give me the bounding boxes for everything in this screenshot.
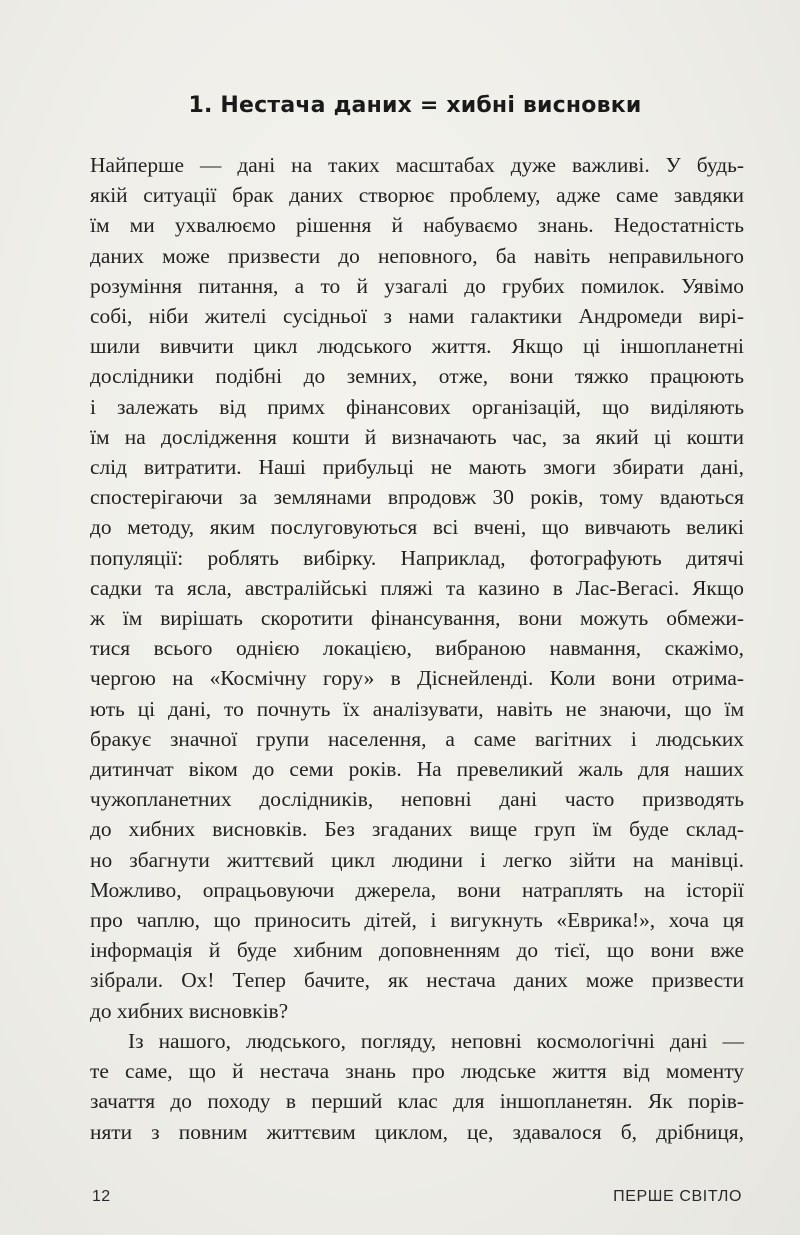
text-line: їм ми ухвалюємо рішення й набуваємо знань. Недостатність bbox=[90, 213, 744, 238]
text-line: ють ці дані, то почнуть їх аналізувати, навіть не знаючи, що їм bbox=[90, 696, 744, 721]
text-line: дитинчат віком до семи років. На превеликий жаль для наших bbox=[90, 757, 744, 782]
text-line: спостерігаючи за землянами впродовж 30 років, тому вдаються bbox=[90, 485, 744, 510]
text-line: чергою на «Космічну гору» в Діснейленді. Коли вони отрима- bbox=[90, 666, 744, 691]
text-line: до хибних висновків. Без згаданих вище груп їм буде склад- bbox=[90, 817, 744, 842]
text-line: но збагнути життєвий цикл людини і легко зійти на манівці. bbox=[90, 847, 744, 872]
text-line: Можливо, опрацьовуючи джерела, вони натраплять на історії bbox=[90, 877, 744, 902]
text-line: якій ситуації брак даних створює проблему, адже саме завдяки bbox=[90, 183, 744, 208]
paragraph bbox=[90, 1026, 744, 1147]
text-line: їм на дослідження кошти й визначають час, за який ці кошти bbox=[90, 424, 744, 449]
text-line: бракує значної групи населення, а саме вагітних і людських bbox=[90, 726, 744, 751]
text-line: зібрали. Ох! Тепер бачите, як нестача даних може призвести bbox=[90, 968, 744, 993]
text-line: тися всього однією локацією, вибраною навмання, скажімо, bbox=[90, 636, 744, 661]
text-line: і залежать від примх фінансових організацій, що виділяють bbox=[90, 394, 744, 419]
text-line: собі, ніби жителі сусідньої з нами галактики Андромеди вирі- bbox=[90, 304, 744, 329]
body-text bbox=[90, 150, 744, 1147]
text-line: даних може призвести до неповного, ба навіть неправильного bbox=[90, 243, 744, 268]
text-line: няти з повним життєвим циклом, це, здавалося б, дрібниця, bbox=[90, 1119, 744, 1144]
paragraph bbox=[90, 150, 744, 1026]
page-number: 12 bbox=[92, 1188, 111, 1205]
text-line: чужопланетних дослідників, неповні дані часто призводять bbox=[90, 787, 744, 812]
section-heading: 1. Нестача даних = хибні висновки bbox=[188, 93, 642, 118]
text-line: до методу, яким послуговуються всі вчені, що вивчають великі bbox=[90, 515, 744, 540]
text-line: шили вивчити цикл людського життя. Якщо ці іншопланетні bbox=[90, 334, 744, 359]
text-line: про чаплю, що приносить дітей, і вигукнуть «Еврика!», хоча ця bbox=[90, 908, 744, 933]
text-line: садки та ясла, австралійські пляжі та казино в Лас-Вегасі. Якщо bbox=[90, 575, 744, 600]
running-title: ПЕРШЕ СВІТЛО bbox=[613, 1188, 742, 1205]
text-line: популяції: роблять вибірку. Наприклад, фотографують дитячі bbox=[90, 545, 744, 570]
text-line: слід витратити. Наші прибульці не мають змоги збирати дані, bbox=[90, 455, 744, 480]
text-line: Найперше — дані на таких масштабах дуже важливі. У будь- bbox=[90, 153, 744, 177]
text-line: інформація й буде хибним доповненням до тієї, що вони вже bbox=[90, 938, 744, 963]
text-line: зачаття до походу в перший клас для іншопланетян. Як порів- bbox=[90, 1089, 744, 1114]
text-line: ж їм вирішать скоротити фінансування, вони можуть обмежи- bbox=[90, 606, 744, 631]
text-line: розуміння питання, а то й узагалі до грубих помилок. Уявімо bbox=[90, 273, 744, 298]
text-line: до хибних висновків? bbox=[90, 998, 289, 1023]
text-line: дослідники подібні до земних, отже, вони тяжко працюють bbox=[90, 364, 744, 389]
text-line: те саме, що й нестача знань про людське життя від моменту bbox=[90, 1059, 744, 1084]
text-line: Із нашого, людського, погляду, неповні космологічні дані — bbox=[128, 1028, 744, 1053]
